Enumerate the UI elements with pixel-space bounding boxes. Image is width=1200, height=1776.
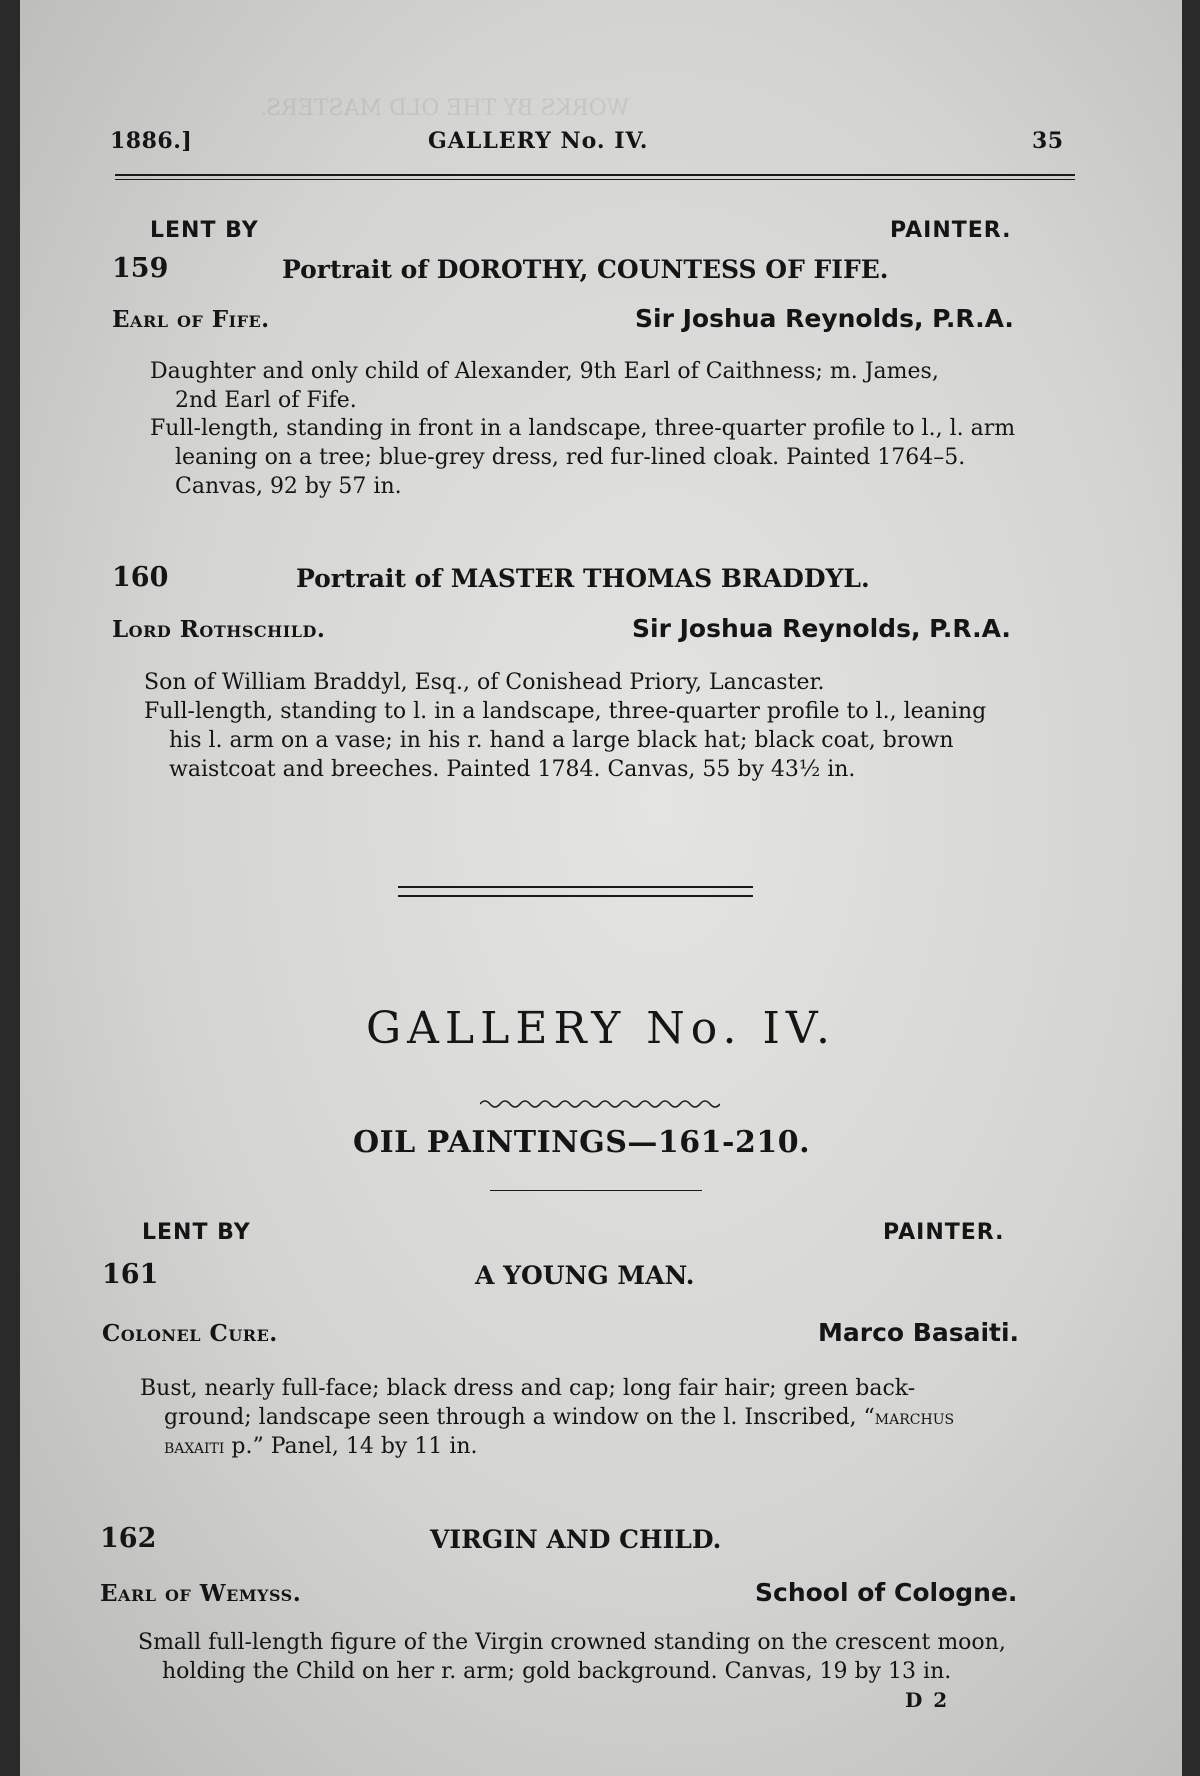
- section-divider: [398, 886, 753, 897]
- painter: Marco Basaiti.: [818, 1318, 1020, 1347]
- catalogue-number: 159: [112, 253, 169, 284]
- entry-description: Full-length, standing in front in a landscape, three-quarter profile to l., l. arm leaning on a tree; blue-grey dress, red fur-lined cloak. Painted 1764–5. Canvas, 92 by 57 in.: [150, 416, 1016, 499]
- entry-title: Portrait of MASTER THOMAS BRADDYL.: [296, 564, 870, 593]
- entry-title: Portrait of DOROTHY, COUNTESS OF FIFE.: [282, 255, 889, 284]
- painter: Sir Joshua Reynolds, P.R.A.: [632, 614, 1011, 643]
- entry-description: Son of William Braddyl, Esq., of Conishead Priory, Lancaster.: [144, 670, 825, 695]
- book-page: [20, 0, 1182, 1776]
- lender: Earl of Fife.: [112, 306, 270, 333]
- lender: Lord Rothschild.: [112, 616, 326, 643]
- show-through: WORKS BY THE OLD MASTERS.: [260, 96, 630, 121]
- painter: School of Cologne.: [755, 1578, 1018, 1607]
- inscription: marchus: [874, 1405, 955, 1429]
- lender: Earl of Wemyss.: [100, 1580, 302, 1607]
- catalogue-number: 162: [100, 1523, 157, 1554]
- lent-by-label: LENT BY: [150, 218, 259, 243]
- entry-description: Full-length, standing to l. in a landscape, three-quarter profile to l., leaning his l. arm on a vase; in his r. hand a large black hat; black coat, brown waistcoat and breeches. Painted 1784. Canvas, 55 by 43½ in.: [144, 699, 987, 782]
- lent-by-label: LENT BY: [142, 1220, 251, 1245]
- section-heading: GALLERY No. IV.: [366, 1003, 836, 1054]
- header-rule-top: [115, 174, 1075, 176]
- entry-description: Small full-length figure of the Virgin crowned standing on the crescent moon, holding the Child on her r. arm; gold background. Canvas, 19 by 13 in.: [138, 1630, 1006, 1684]
- wavy-ornament: [480, 1098, 720, 1110]
- page-number: 35: [1032, 128, 1064, 154]
- inscription: baxaiti: [164, 1434, 225, 1458]
- running-header-year: 1886.]: [110, 128, 193, 154]
- signature-mark: D 2: [905, 1688, 950, 1712]
- section-subheading: OIL PAINTINGS—161-210.: [353, 1125, 811, 1160]
- painter: Sir Joshua Reynolds, P.R.A.: [635, 304, 1014, 333]
- header-rule-bottom: [115, 179, 1075, 180]
- entry-title: A YOUNG MAN.: [475, 1261, 695, 1290]
- subheading-rule: [490, 1190, 702, 1191]
- entry-description: Daughter and only child of Alexander, 9th Earl of Caithness; m. James, 2nd Earl of Fife.: [150, 359, 939, 413]
- painter-label: PAINTER.: [883, 1220, 1005, 1245]
- catalogue-number: 161: [102, 1259, 159, 1290]
- running-header-title: GALLERY No. IV.: [428, 128, 649, 154]
- entry-title: VIRGIN AND CHILD.: [430, 1525, 722, 1554]
- entry-description: Bust, nearly full-face; black dress and cap; long fair hair; green back- ground; landscape seen through a window on the l. Inscribed, “marchus baxaiti p.” Panel, 14 by 11 in.: [140, 1376, 955, 1459]
- painter-label: PAINTER.: [890, 218, 1012, 243]
- lender: Colonel Cure.: [102, 1320, 278, 1347]
- catalogue-number: 160: [112, 562, 169, 593]
